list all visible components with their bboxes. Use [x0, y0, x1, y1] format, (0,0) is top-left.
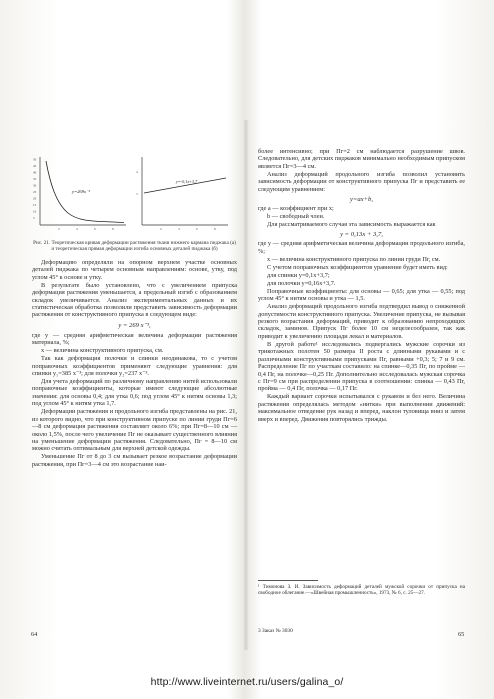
paragraph: Так как деформация полочки и спинки неодинакова, то с учетом поправочных коэффициентов применяют следующие уравнения: для спинки y₁=385 x⁻³; для полочки y₂=237 x⁻³.: [32, 355, 237, 378]
figure-21: [30, 153, 232, 233]
print-signature: 3 Заказ № 3030: [258, 628, 293, 634]
paragraph: С учетом поправочных коэффициентов уравнение будет иметь вид:: [267, 263, 448, 271]
page-number: 64: [31, 631, 38, 638]
book-gutter: [243, 120, 249, 650]
left-x-tick: 2: [58, 227, 60, 231]
left-y-tick: 10: [33, 209, 37, 214]
right-plot-formula: y=-0,1x+3,7: [176, 179, 198, 184]
paragraph: где y — средняя арифметическая величина деформации продольного изгиба, %;: [258, 240, 465, 255]
paragraph: Анализ деформаций продольного изгиба позволил установить зависимость деформации от конструктивного припуска Пг и представить ее следующим уравнением:: [258, 170, 465, 193]
figure-21-graphics: [30, 153, 232, 233]
left-page-text: [32, 259, 237, 469]
left-y-tick: 20: [33, 196, 37, 201]
paragraph: Деформации растяжения и продольного изгиба представлены на рис. 21, из которого видно, что при конструктивном припуске по линии груди Пг=6—8 см деформация растяжения составляет около 6%; при Пг=8—10 см — около 1,5%, после чего увеличение Пг не оказывает существенного влияния на уменьшение деформации растяжения. Следовательно, Пг = 8—10 см можно считать оптимальным для верхней детской одежды.: [32, 408, 237, 453]
paragraph: Для рассматриваемого случая эта зависимость выражается как: [267, 221, 436, 229]
page-number: 65: [458, 631, 465, 638]
figure-caption: Рис. 21. Теоретическая кривая деформации растяжения ткани нижнего кармана пиджака (а) и теоретическая прямая деформации изгиба основных деталей пиджака (б): [33, 240, 236, 253]
paragraph: В результате было установлено, что с увеличением припуска деформация растяжения уменьшается, а предельный изгиб с образованием складок увеличивается. Анализ экспериментальных данных и их статистическая обработка позволили представить зависимость деформации растяжения от конструктивного припуска в следующем виде:: [32, 281, 237, 319]
formula: y=ax+b,: [350, 195, 373, 203]
watermark-url[interactable]: http://www.liveinternet.ru/users/galina_o/: [150, 676, 344, 688]
paragraph: Для учета деформаций по различному направлению нитей использовали поправочные коэффициенты, которые имеют следующие абсолютные значения: для основы 0,4; для утка 0,6; под углом 45° к нитям основы 1,3; под углом 45° к нитям утка 1,7.: [32, 378, 237, 408]
right-y-tick: 3: [136, 192, 138, 196]
right-x-tick: 4: [178, 227, 180, 231]
left-y-tick: 25: [33, 190, 37, 194]
paragraph: x — величина конструктивного припуска по линии груди Пг, см.: [267, 255, 441, 263]
left-y-tick: 45: [33, 164, 37, 168]
formula: y = 0,13x + 3,7,: [340, 230, 383, 238]
left-x-tick: 8: [112, 227, 114, 231]
paragraph: для полочки y=0,16x+3,7.: [267, 279, 336, 287]
paragraph: Поправочные коэффициенты: для основы — 0,65; для утка — 0,55; под углом 45° к нитям основы и утка — 1,5.: [258, 287, 465, 303]
paragraph: Анализ деформаций продольного изгиба подтвердил вывод о сниженной допустимости конструктивного припуска. Увеличение припуска, не вызывая резкого возрастания деформаций, приводит к образованию непроходящих складок, заминов. Припуск Пг более 10 см нецелесообразен, так как приводит к увеличению площади лекал и материалов.: [258, 303, 465, 340]
left-y-tick: 30: [33, 183, 37, 188]
paragraph: Уменьшение Пг от 8 до 3 см вызывает резкое возрастание деформации растяжения, при Пг=3—4 см это возрастание наи-: [32, 453, 237, 468]
paragraph: Деформацию определяли на опорном верхнем участке основных деталей пиджака по четырем основным направлениям: основе, утку, под углом 45° к основе и утку.: [32, 259, 237, 281]
paragraph: В другой работе¹ исследовались подвергались мужские сорочки из трикотажных полотен 50 размера II роста с длинными рукавами и с различными конструктивными припусками Пг, равными +0,3; 5; 7 и 9 см. Распределение Пг по участкам составило: на спинке—0,35 Пг, по пройме — 0,4 Пг, на полочке—0,25 Пг. Дополнительно исследовалась мужская сорочка с Пг=9 см при распределении припуска в соотношении: спинка — 0,43 Пг, пройма — 0,4 Пг, полочка — 0,17 Пг.: [258, 340, 465, 393]
footnote-divider: [258, 580, 318, 581]
paragraph: где y — средняя арифметическая величина деформации растяжения материала, %;: [32, 331, 237, 347]
left-y-tick: 5: [33, 216, 35, 220]
right-page-text: [258, 148, 465, 424]
left-y-tick: 40: [33, 170, 37, 175]
left-plot: [33, 157, 126, 231]
right-x-tick: 6: [196, 227, 198, 231]
right-y-tick: 4: [136, 170, 138, 174]
paragraph: для спинки y=0,1x+3,7;: [267, 271, 330, 279]
paragraph: более интенсивно; при Пг=2 см наблюдается разрушение швов. Следовательно, для детских пиджаков минимально необходимым припуском является Пг=3—4 см.: [258, 148, 465, 170]
right-x-tick: 8: [214, 227, 216, 231]
left-y-tick: 35: [33, 177, 37, 181]
formula: y = 269 x⁻³,: [118, 322, 151, 330]
right-plot: [136, 157, 228, 231]
left-x-tick: 4: [76, 227, 78, 231]
paragraph: x — величина конструктивного припуска, см.: [41, 347, 164, 355]
left-y-tick: 15: [33, 203, 37, 207]
paragraph: Каждый вариант сорочки испытывался с рукавом и без него. Величина растяжения определялась методом «нитки» при выполнении движений: максимальное отведение рук назад и вперед, наклон туловища вниз и затем вверх и вперед. Движения повторялись трижды.: [258, 393, 465, 423]
left-plot-formula: y=269x⁻³: [72, 189, 90, 194]
left-y-tick: 50: [33, 157, 37, 162]
paragraph: b — свободный член.: [267, 213, 325, 221]
footnote: ¹ Тимонова З. И. Зависимость деформаций деталей мужской сорочки от припуска на свободное облегание.—«Швейная промышленность», 1973, № 6, с. 25—27.: [258, 584, 465, 597]
right-x-tick: 2: [160, 227, 162, 231]
paragraph: где a — коэффициент при x;: [258, 205, 334, 213]
left-x-tick: 6: [94, 227, 96, 231]
